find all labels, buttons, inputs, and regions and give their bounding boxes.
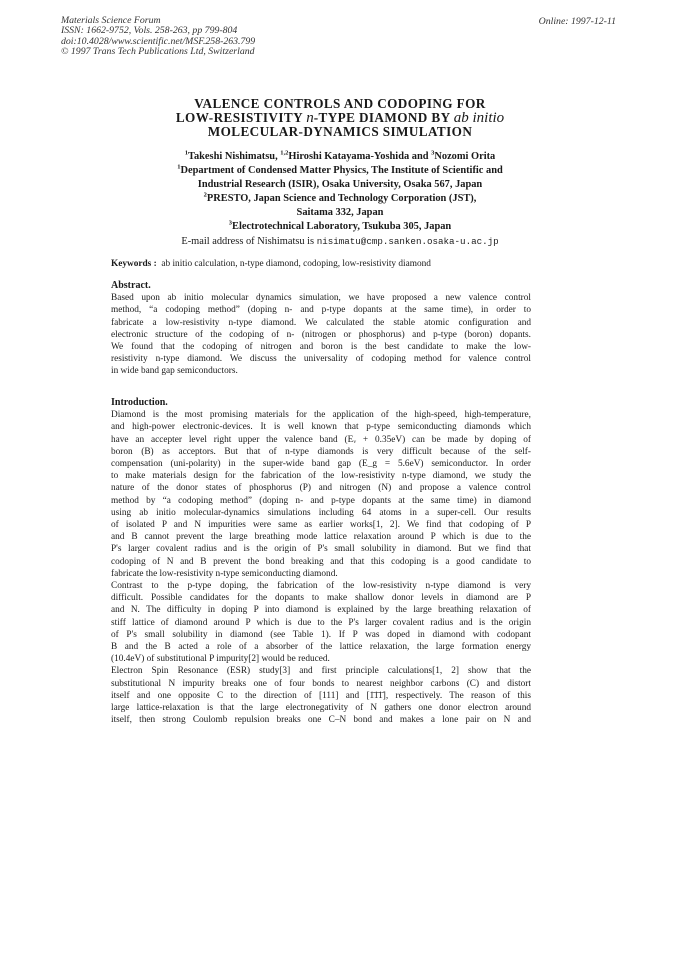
title-line-2c: -TYPE DIAMOND BY	[313, 109, 454, 125]
intro-line: P's larger covalent radius and is the origin of P's small solubility in diamond. But we find that	[111, 544, 531, 555]
intro-line: Contrast to the p-type doping, the fabrication of the low-resistivity n-type diamond is very	[111, 581, 531, 592]
abstract-section	[111, 280, 531, 378]
keywords-text: ab initio calculation, n-type diamond, codoping, low-resistivity diamond	[161, 259, 431, 269]
paper-title	[90, 97, 590, 139]
title-line-1: VALENCE CONTROLS AND CODOPING FOR	[194, 96, 486, 111]
affiliation-2-line-2: Saitama 332, Japan	[296, 207, 384, 219]
title-line-2b: n	[306, 109, 314, 126]
intro-line: nature of the donor states of phosphorus (P) and nitrogen (N) and propose a valence control	[111, 483, 531, 494]
doi[interactable]: doi:10.4028/www.scientific.net/MSF.258-263.799	[61, 35, 256, 47]
intro-line: and B cannot prevent the large breathing mode lattice relaxation around P which is due to the	[111, 532, 531, 543]
title-line-2	[90, 111, 590, 126]
intro-line: codoping of N and B prevent the bond breaking and that this codoping is a good candidate to	[111, 556, 531, 567]
abstract-line: method, “a codoping method” (doping n- and p-type dopants at the same time), in order to	[111, 305, 531, 316]
intro-line: substitutional N impurity breaks one of four bonds to nearest neighbor carbons (C) and distort	[111, 678, 531, 689]
intro-line: large lattice-relaxation is that the large electronegativity of N gathers one donor electron around	[111, 703, 531, 714]
abstract-line: Based upon ab initio molecular dynamics simulation, we have proposed a new valence control	[111, 293, 531, 304]
abstract-line: resistivity n-type diamond. We discuss the universality of codoping method for valence control	[111, 354, 531, 365]
abstract-line: fabricate a low-resistivity n-type diamond. We calculated the stable atomic configuration and	[111, 317, 531, 328]
introduction-section	[111, 397, 531, 726]
intro-line: and N. The difficulty in doping P into diamond is explained by the large breathing relaxation of	[111, 605, 531, 616]
intro-line: and high-power electronic-devices. It is well known that p-type semiconducting diamonds which	[111, 422, 531, 433]
email-address[interactable]: nisimatu@cmp.sanken.osaka-u.ac.jp	[316, 235, 499, 247]
journal-meta	[61, 16, 255, 58]
author-3: Nozomi Orita	[434, 151, 496, 162]
journal-name: Materials Science Forum	[61, 15, 161, 26]
author2-sup: 1,2	[280, 149, 289, 157]
author-1: Takeshi Nishimatsu,	[187, 151, 281, 162]
author-2: Hiroshi Katayama-Yoshida and	[288, 151, 432, 162]
aff1-sup: 1	[177, 163, 181, 171]
abstract-heading: Abstract.	[111, 280, 151, 291]
introduction-heading: Introduction.	[111, 397, 168, 408]
intro-line: method by “a codoping method” (doping n- and p-type dopants at the same time) in diamond	[111, 495, 531, 506]
intro-line: B and the B acted a role of a absorber of the lattice relaxation, the large formation energy	[111, 642, 531, 653]
copyright: © 1997 Trans Tech Publications Ltd, Switzerland	[61, 46, 255, 58]
intro-line: (10.4eV) of substitutional P impurity[2] would be reduced.	[111, 654, 330, 665]
intro-line: Electron Spin Resonance (ESR) study[3] and first principle calculations[1, 2] show that the	[111, 666, 531, 677]
authors	[90, 150, 590, 164]
intro-line: stiff lattice of diamond around P which is due to the P's larger covalent radius and is the origin	[111, 617, 531, 628]
email-line	[90, 235, 590, 249]
title-line-2d: ab initio	[453, 109, 505, 126]
affiliation-2-line-1	[90, 192, 590, 206]
aff3-text: Electrotechnical Laboratory, Tsukuba 305, Japan	[232, 221, 452, 233]
aff2-sup: 2	[203, 191, 207, 199]
online-date: Online: 1997-12-11	[538, 16, 616, 27]
abstract-line: We found that the codoping of nitrogen and boron is the best candidate to make the low-	[111, 342, 531, 353]
affiliation-1-line-1	[90, 164, 590, 178]
introduction-body	[111, 409, 531, 726]
abstract-body	[111, 292, 531, 377]
author1-sup: 1	[184, 149, 188, 157]
intro-line: itself, then strong Coulomb repulsion breaks one C–N bond and makes a lone pair on N and	[111, 715, 531, 726]
intro-line: of P's small solubility in diamond (see Table 1). If P was doped in diamond with codopant	[111, 629, 531, 640]
intro-line: boron (B) as acceptors. But that of n-type diamonds is very difficult because of the self-	[111, 446, 531, 457]
email-label: E-mail address of Nishimatsu is	[181, 235, 317, 247]
issn: ISSN: 1662-9752, Vols. 258-263, pp 799-804	[61, 25, 238, 37]
intro-line: of isolated P and N impurities were same as earlier works[1, 2]. We find that codoping of P	[111, 520, 531, 531]
intro-line: Diamond is the most promising materials for the application of the high-speed, high-temperature,	[111, 410, 531, 421]
affiliation-3-line-1	[90, 220, 590, 234]
intro-line: itself and one opposite C to the direction of [111] and [1̄1̄1̄], respectively. The reason of this	[111, 690, 531, 701]
intro-line: compensation (uni-polarity) in the super-wide band gap (E_g = 5.6eV) semiconductor. In order	[111, 459, 531, 470]
intro-line: fabricate the low-resistivity n-type semiconducting diamond.	[111, 568, 338, 579]
abstract-line: electronic structure of the codoping of n- (nitrogen or phosphorus) and p-type (boron) dopants.	[111, 329, 531, 340]
intro-line: to make materials design for the fabrication of the low-resistivity n-type diamond, we study the	[111, 471, 531, 482]
aff2-text: PRESTO, Japan Science and Technology Corporation (JST),	[206, 193, 477, 205]
title-line-3: MOLECULAR-DYNAMICS SIMULATION	[207, 124, 473, 140]
affiliation-1-line-2: Industrial Research (ISIR), Osaka University, Osaka 567, Japan	[197, 179, 483, 191]
authors-affiliations	[90, 150, 590, 249]
title-line-2a: LOW-RESISTIVITY	[175, 109, 307, 125]
author3-sup: 3	[431, 149, 435, 157]
aff1-text: Department of Condensed Matter Physics, The Institute of Scientific and	[180, 165, 503, 177]
aff3-sup: 3	[228, 220, 233, 227]
intro-line: difficult. Possible candidates for the dopants to make shallow donor levels in diamond are P	[111, 593, 531, 604]
keywords-label: Keywords :	[111, 259, 157, 269]
keywords	[111, 258, 531, 270]
intro-line: have an accepter level right upper the valence band (Eᵥ + 0.35eV) can be made by doping of	[111, 434, 531, 445]
intro-line: using ab initio molecular-dynamics simulations including 64 atoms in a super-cell. Our results	[111, 507, 531, 518]
abstract-line: in wide band gap semiconductors.	[111, 366, 238, 377]
